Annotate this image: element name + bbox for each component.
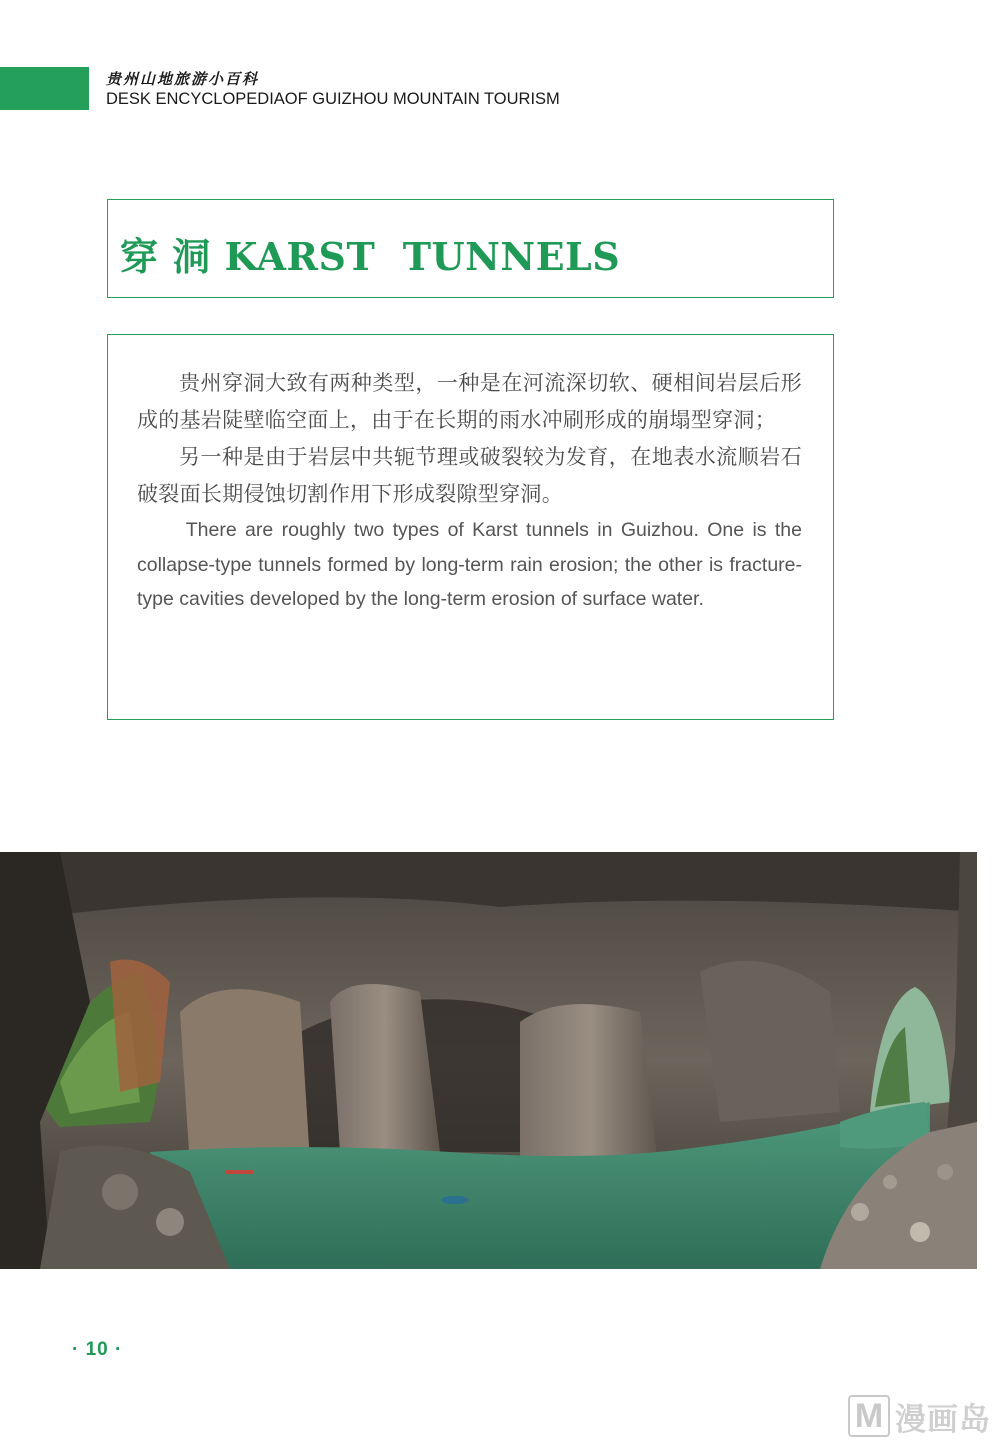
watermark [848,1394,991,1438]
paragraph-en: There are roughly two types of Karst tunnels in Guizhou. One is the collapse-type tunnels formed by long-term rain erosion; the other is fracture-type cavities developed by the long-term erosion of surface water. [137,519,802,610]
section-title-box [107,199,834,298]
header-accent-bar [0,67,89,110]
section-title: 穿 洞 KARST TUNNELS [120,234,621,279]
paragraph-cn-2: 另一种是由于岩层中共轭节理或破裂较为发育，在地表水流顺岩石破裂面长期侵蚀切割作用下形成裂隙型穿洞。 [137,445,802,506]
header-title-cn: 贵州山地旅游小百科 [106,70,260,88]
watermark-logo: M [848,1395,890,1437]
karst-tunnel-photo [0,852,977,1269]
header-title-en: DESK ENCYCLOPEDIAOF GUIZHOU MOUNTAIN TOURISM [106,90,560,108]
watermark-text: 漫画岛 [895,1401,991,1438]
content-text [137,365,802,617]
page-number: · 10 · [72,1339,123,1360]
content-box [107,334,834,720]
paragraph-cn-1: 贵州穿洞大致有两种类型，一种是在河流深切软、硬相间岩层后形成的基岩陡壁临空面上，由于在长期的雨水冲刷形成的崩塌型穿洞； [137,371,802,432]
